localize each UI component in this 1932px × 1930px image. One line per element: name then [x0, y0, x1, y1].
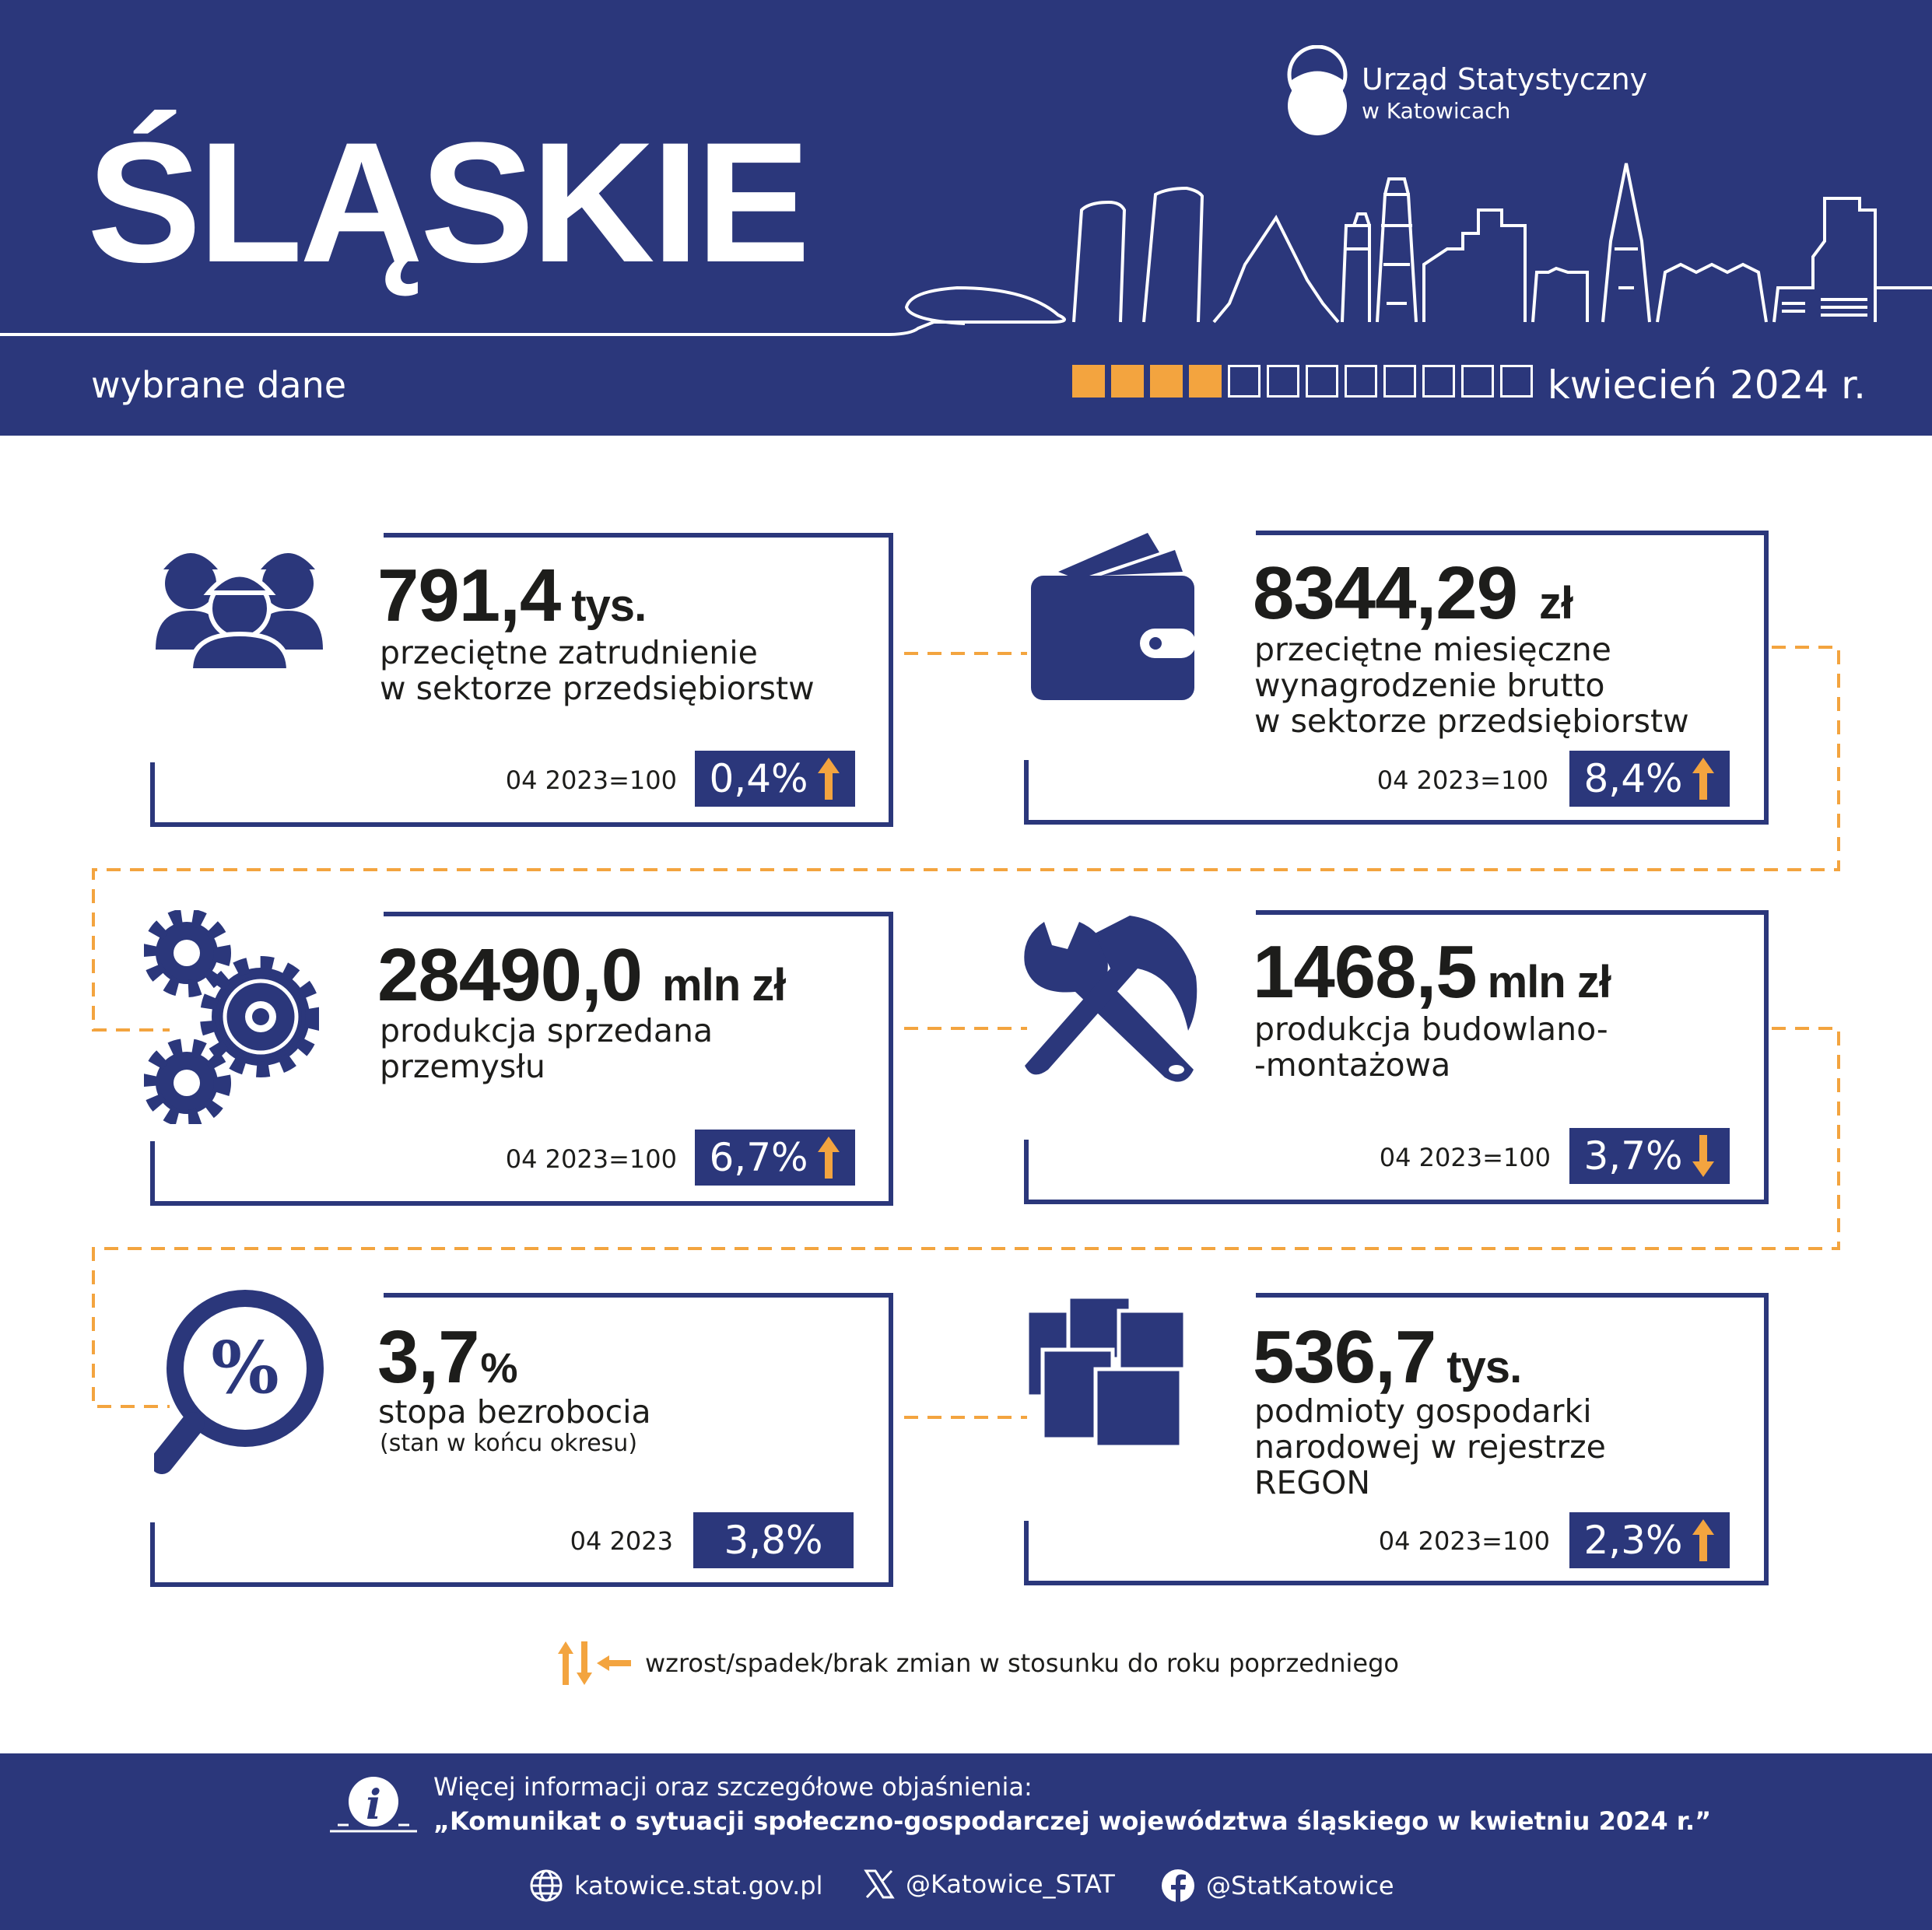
card-5-change: 3,8%	[724, 1518, 823, 1563]
website-link[interactable]	[529, 1869, 822, 1903]
card-3-change-badge	[695, 1130, 855, 1186]
legend	[556, 1640, 1399, 1687]
info-icon	[327, 1774, 420, 1836]
card-1-description: przeciętne zatrudnienie w sektorze przedsiębiorstw	[380, 634, 815, 707]
svg-text:i: i	[366, 1781, 381, 1829]
workers-icon	[148, 537, 331, 673]
card-4-change-badge	[1569, 1128, 1730, 1184]
facebook-handle: @StatKatowice	[1206, 1871, 1394, 1900]
x-handle: @Katowice_STAT	[906, 1869, 1115, 1899]
card-4-value	[1253, 930, 1611, 1014]
card-3-description: produkcja sprzedana przemysłu	[380, 1012, 714, 1085]
card-3-value	[377, 933, 786, 1017]
card-5-number: 3,7	[377, 1315, 479, 1399]
card-6-description: podmioty gospodarki narodowej w rejestrze REGON	[1254, 1392, 1606, 1501]
card-5-value	[377, 1315, 517, 1399]
globe-icon	[529, 1869, 563, 1903]
card-2-change-badge	[1569, 751, 1730, 807]
arrow-up-icon	[816, 1135, 841, 1180]
card-5-note: (stan w końcu okresu)	[380, 1430, 638, 1457]
card-2-unit: zł	[1539, 578, 1573, 629]
card-1-unit: tys.	[571, 580, 647, 631]
gears-icon	[144, 910, 319, 1124]
card-1-change: 0,4%	[709, 756, 808, 801]
x-logo-icon	[864, 1869, 895, 1900]
card-5-unit: %	[480, 1345, 517, 1392]
magnifier-percent-icon	[154, 1287, 329, 1490]
card-5-change-badge	[693, 1512, 854, 1568]
card-6-number: 536,7	[1253, 1315, 1436, 1399]
card-4-change: 3,7%	[1583, 1133, 1683, 1179]
card-3-change: 6,7%	[709, 1135, 808, 1180]
card-6-change: 2,3%	[1583, 1518, 1683, 1563]
x-link[interactable]	[864, 1869, 1115, 1900]
institution-name: Urząd Statystyczny	[1362, 62, 1648, 96]
card-2-description: przeciętne miesięczne wynagrodzenie brutto w sektorze przedsiębiorstw	[1254, 631, 1689, 740]
card-2-number: 8344,29	[1253, 552, 1518, 635]
card-4-description: produkcja budowlano- -montażowa	[1254, 1011, 1608, 1084]
card-2-value	[1253, 552, 1573, 635]
card-3-unit: mln zł	[662, 960, 786, 1011]
registry-squares-icon	[1026, 1295, 1197, 1451]
page-title: ŚLĄSKIE	[87, 107, 808, 298]
card-1-number: 791,4	[377, 554, 561, 637]
legend-text: wzrost/spadek/brak zmian w stosunku do roku poprzedniego	[645, 1648, 1399, 1678]
arrow-up-icon	[1691, 1518, 1716, 1563]
card-6-change-badge	[1569, 1512, 1730, 1568]
card-6-value	[1253, 1315, 1522, 1399]
page-subtitle: wybrane dane	[91, 364, 347, 406]
card-5-base: 04 2023	[570, 1526, 673, 1556]
card-4-number: 1468,5	[1253, 930, 1477, 1014]
card-2-change: 8,4%	[1583, 756, 1683, 801]
card-1-base: 04 2023=100	[505, 765, 677, 795]
facebook-icon	[1161, 1869, 1195, 1903]
arrow-up-icon	[816, 756, 841, 801]
card-5-description: stopa bezrobocia	[378, 1393, 651, 1431]
card-3-number: 28490,0	[377, 933, 643, 1017]
trend-arrows-icon	[556, 1640, 631, 1687]
tools-icon	[1021, 914, 1200, 1089]
card-6-base: 04 2023=100	[1378, 1526, 1550, 1556]
card-1-value	[377, 554, 647, 637]
institution-city: w Katowicach	[1362, 98, 1511, 124]
card-1-change-badge	[695, 751, 855, 807]
arrow-up-icon	[1691, 756, 1716, 801]
card-6-unit: tys.	[1446, 1342, 1522, 1392]
card-2-base: 04 2023=100	[1376, 765, 1548, 795]
card-4-unit: mln zł	[1487, 957, 1611, 1007]
report-date: kwiecień 2024 r.	[1547, 363, 1866, 408]
wallet-icon	[1031, 533, 1198, 704]
website-url: katowice.stat.gov.pl	[574, 1871, 823, 1900]
footer-info-text: Więcej informacji oraz szczegółowe objaśnienia:	[433, 1772, 1033, 1802]
facebook-link[interactable]	[1161, 1869, 1394, 1903]
svg-text:%: %	[211, 1326, 279, 1410]
card-4-base: 04 2023=100	[1379, 1143, 1551, 1172]
footer-publication-link[interactable]: „Komunikat o sytuacji społeczno-gospodarczej województwa śląskiego w kwietniu 2024 r.”	[433, 1806, 1712, 1836]
card-3-base: 04 2023=100	[505, 1144, 677, 1174]
arrow-down-icon	[1691, 1133, 1716, 1179]
